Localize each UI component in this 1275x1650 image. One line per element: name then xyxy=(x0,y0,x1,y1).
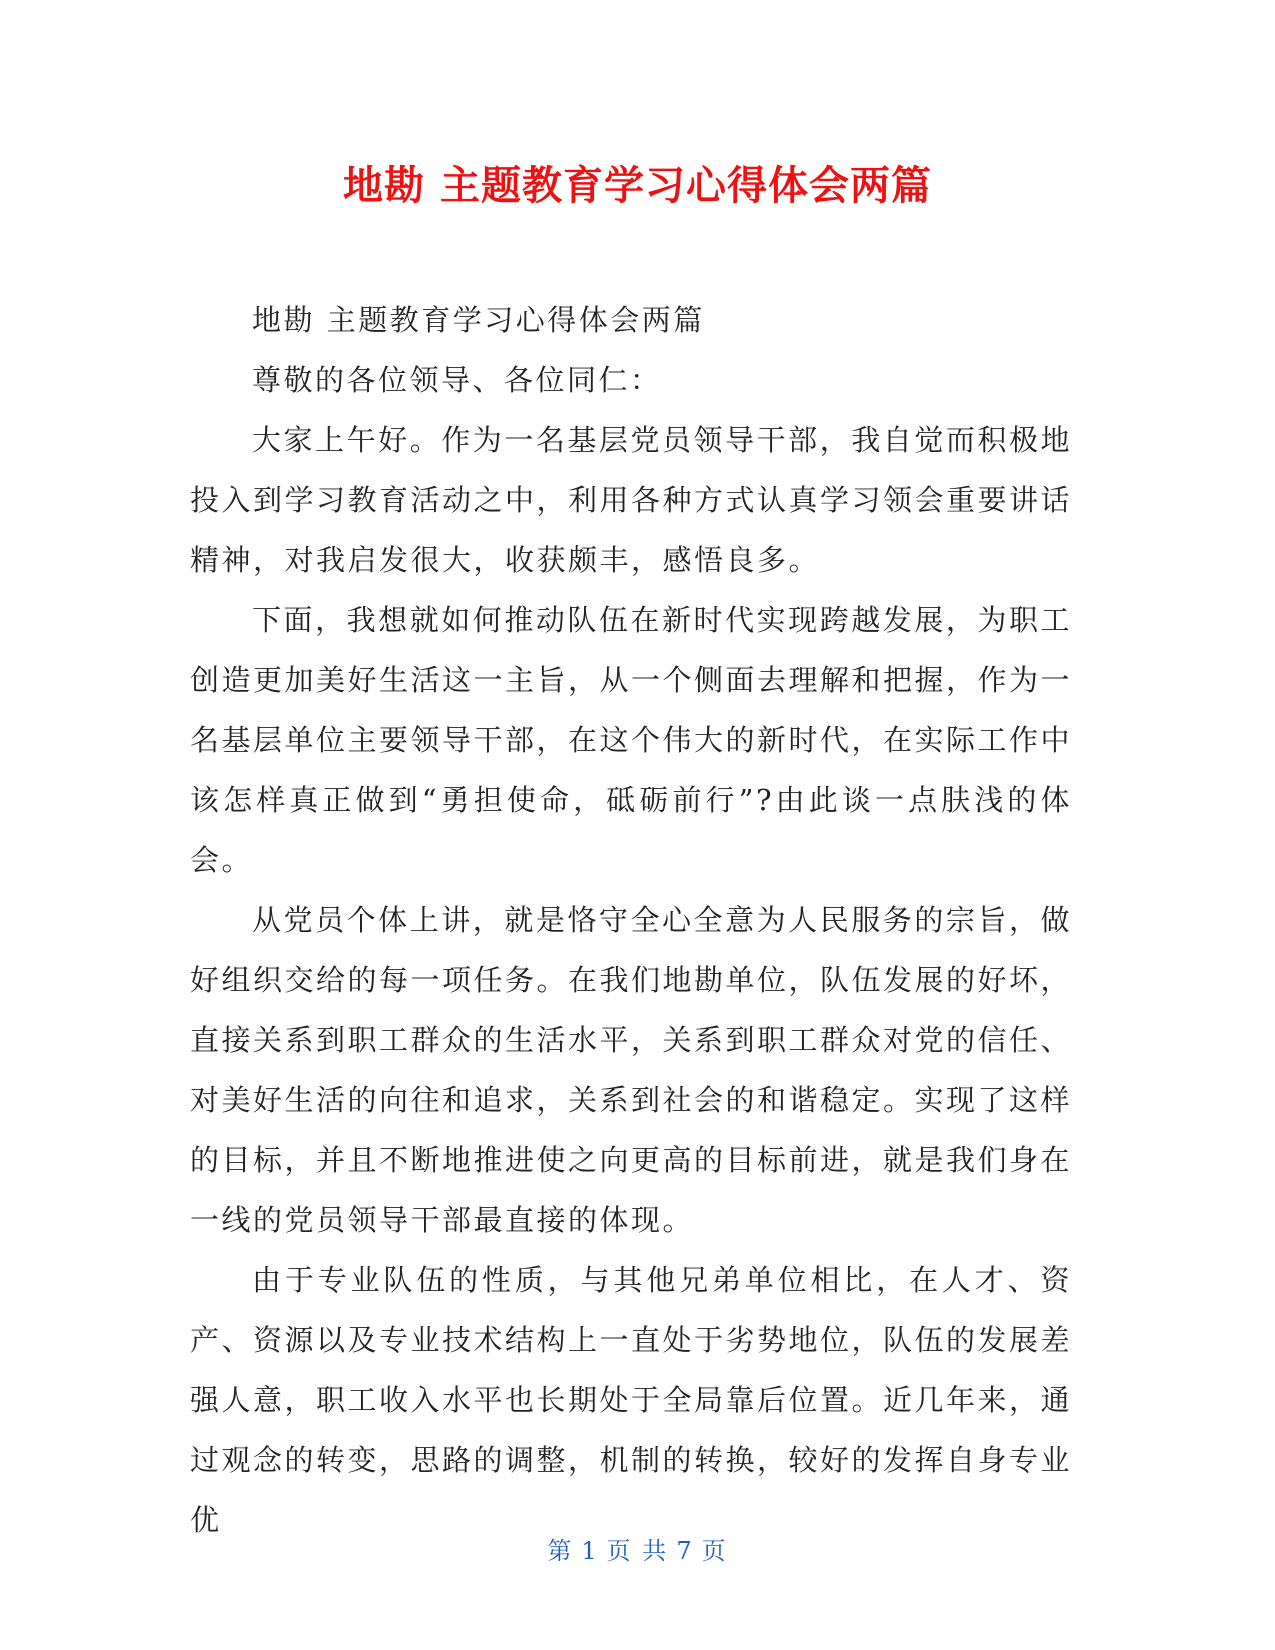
footer-prefix: 第 xyxy=(547,1537,574,1565)
total-page-count: 7 xyxy=(676,1537,694,1565)
footer-middle: 页 共 xyxy=(606,1537,669,1565)
document-title: 地勘 主题教育学习心得体会两篇 xyxy=(343,163,932,209)
current-page-number: 1 xyxy=(581,1537,599,1565)
paragraph: 下面，我想就如何推动队伍在新时代实现跨越发展，为职工创造更加美好生活这一主旨，从一个侧面去理解和把握，作为一名基层单位主要领导干部，在这个伟大的新时代，在实际工作中该怎样真正做到“勇担使命，砥砺前行”?由此谈一点肤浅的体会。 xyxy=(190,603,1073,877)
paragraph-heading: 地勘 主题教育学习心得体会两篇 xyxy=(252,303,705,337)
footer-suffix: 页 xyxy=(701,1537,728,1565)
paragraph-salutation: 尊敬的各位领导、各位同仁： xyxy=(252,363,662,397)
paragraph: 大家上午好。作为一名基层党员领导干部，我自觉而积极地投入到学习教育活动之中，利用各种方式认真学习领会重要讲话精神，对我启发很大，收获颇丰，感悟良多。 xyxy=(190,423,1073,577)
paragraph: 从党员个体上讲，就是恪守全心全意为人民服务的宗旨，做好组织交给的每一项任务。在我们地勘单位，队伍发展的好坏，直接关系到职工群众的生活水平，关系到职工群众对党的信任、对美好生活的向往和追求，关系到社会的和谐稳定。实现了这样的目标，并且不断地推进使之向更高的目标前进，就是我们身在一线的党员领导干部最直接的体现。 xyxy=(190,903,1073,1237)
document-body xyxy=(190,290,1072,1550)
page-number-footer xyxy=(0,1535,1275,1567)
paragraph: 由于专业队伍的性质，与其他兄弟单位相比，在人才、资产、资源以及专业技术结构上一直处于劣势地位，队伍的发展差强人意，职工收入水平也长期处于全局靠后位置。近几年来，通过观念的转变，思路的调整，机制的转换，较好的发挥自身专业优 xyxy=(190,1263,1073,1537)
